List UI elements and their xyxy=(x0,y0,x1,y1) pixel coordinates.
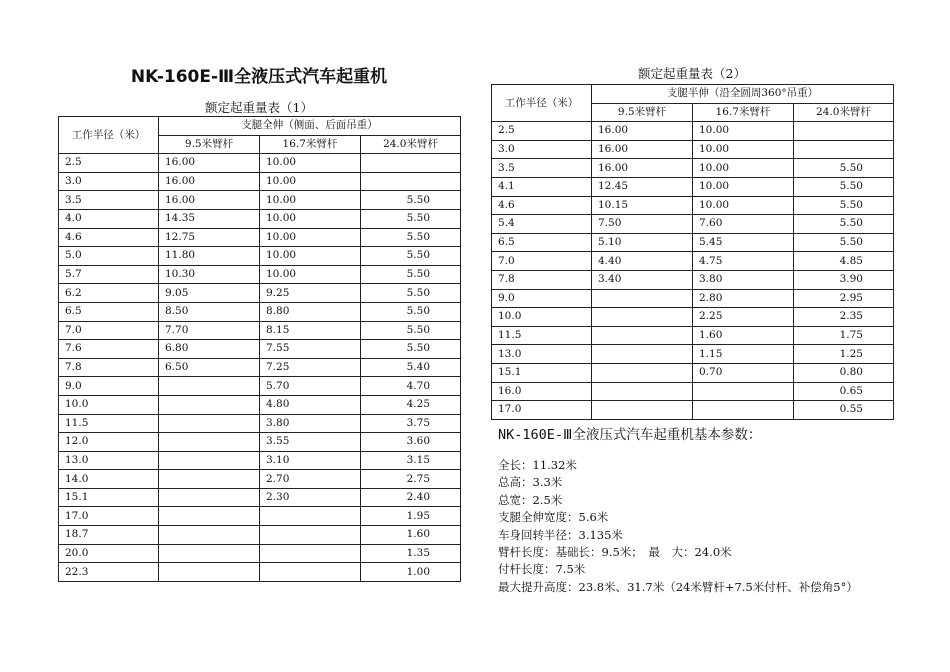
radius-cell: 11.5 xyxy=(59,414,159,433)
outrigger-group-header: 支腿全伸（侧面、后面吊重） xyxy=(159,117,461,136)
parameter-line: 付杆长度：7.5米 xyxy=(498,562,586,577)
capacity-cell: 9.05 xyxy=(159,284,260,303)
radius-cell: 15.1 xyxy=(492,363,592,382)
table-row xyxy=(59,563,461,582)
radius-cell: 6.2 xyxy=(59,284,159,303)
capacity-cell: 8.15 xyxy=(260,321,361,340)
radius-cell: 9.0 xyxy=(492,289,592,308)
capacity-cell: 3.40 xyxy=(592,270,693,289)
parameter-line: 臂杆长度：基础长：9.5米； 最 大：24.0米 xyxy=(498,545,732,560)
capacity-cell: 10.30 xyxy=(159,265,260,284)
boom-col-header: 24.0米臂杆 xyxy=(794,103,894,122)
capacity-cell xyxy=(159,526,260,545)
radius-cell: 10.0 xyxy=(492,308,592,327)
radius-cell: 5.4 xyxy=(492,215,592,234)
capacity-cell: 5.50 xyxy=(794,215,894,234)
capacity-cell: 1.35 xyxy=(361,544,461,563)
radius-header: 工作半径（米） xyxy=(59,117,159,154)
table-row xyxy=(492,177,894,196)
radius-header: 工作半径（米） xyxy=(492,85,592,122)
capacity-cell: 5.50 xyxy=(361,302,461,321)
table-row xyxy=(59,302,461,321)
capacity-cell: 2.30 xyxy=(260,488,361,507)
parameter-line: 全长：11.32米 xyxy=(498,458,577,472)
capacity-cell xyxy=(260,544,361,563)
capacity-cell: 7.55 xyxy=(260,340,361,359)
capacity-cell xyxy=(592,401,693,420)
capacity-cell: 7.25 xyxy=(260,358,361,377)
radius-cell: 3.5 xyxy=(492,159,592,178)
capacity-cell: 5.50 xyxy=(361,191,461,210)
radius-cell: 13.0 xyxy=(492,345,592,364)
table-row xyxy=(492,382,894,401)
table-row xyxy=(59,172,461,191)
capacity-cell: 10.00 xyxy=(260,172,361,191)
capacity-cell: 3.10 xyxy=(260,451,361,470)
capacity-cell: 8.50 xyxy=(159,302,260,321)
capacity-cell xyxy=(159,414,260,433)
capacity-cell xyxy=(794,140,894,159)
capacity-cell: 4.25 xyxy=(361,395,461,414)
table-row xyxy=(492,159,894,178)
capacity-cell: 3.90 xyxy=(794,270,894,289)
table-row xyxy=(59,265,461,284)
capacity-cell: 4.80 xyxy=(260,395,361,414)
table-row xyxy=(59,358,461,377)
boom-col-header: 16.7米臂杆 xyxy=(693,103,794,122)
capacity-cell: 1.95 xyxy=(361,507,461,526)
radius-cell: 3.5 xyxy=(59,191,159,210)
radius-cell: 12.0 xyxy=(59,433,159,452)
parameter-line: 车身回转半径：3.135米 xyxy=(498,527,623,542)
load-table-2 xyxy=(491,84,894,420)
capacity-cell: 6.50 xyxy=(159,358,260,377)
capacity-cell: 5.50 xyxy=(361,228,461,247)
table-row xyxy=(492,308,894,327)
capacity-cell: 2.70 xyxy=(260,470,361,489)
table-row xyxy=(59,228,461,247)
capacity-cell: 0.65 xyxy=(794,382,894,401)
capacity-cell xyxy=(159,377,260,396)
capacity-cell: 5.50 xyxy=(361,247,461,266)
table-row xyxy=(492,252,894,271)
capacity-cell xyxy=(260,507,361,526)
boom-col-header: 24.0米臂杆 xyxy=(361,135,461,154)
capacity-cell xyxy=(159,544,260,563)
parameter-line: 总宽：2.5米 xyxy=(498,492,563,507)
table-row xyxy=(59,470,461,489)
table-row xyxy=(492,140,894,159)
capacity-cell: 5.40 xyxy=(361,358,461,377)
radius-cell: 4.1 xyxy=(492,177,592,196)
capacity-cell: 4.85 xyxy=(794,252,894,271)
parameter-line: 最大提升高度：23.8米、31.7米（24米臂杆+7.5米付杆、补偿角5°） xyxy=(498,579,858,594)
radius-cell: 16.0 xyxy=(492,382,592,401)
capacity-cell xyxy=(159,507,260,526)
capacity-cell: 11.80 xyxy=(159,247,260,266)
load-table-1 xyxy=(58,116,461,582)
radius-cell: 9.0 xyxy=(59,377,159,396)
capacity-cell: 7.60 xyxy=(693,215,794,234)
capacity-cell: 3.60 xyxy=(361,433,461,452)
capacity-cell: 3.55 xyxy=(260,433,361,452)
capacity-cell xyxy=(592,363,693,382)
table1-body xyxy=(59,154,461,582)
table-row xyxy=(492,326,894,345)
capacity-cell: 1.60 xyxy=(361,526,461,545)
capacity-cell xyxy=(159,395,260,414)
radius-cell: 6.5 xyxy=(59,302,159,321)
capacity-cell: 5.45 xyxy=(693,233,794,252)
capacity-cell xyxy=(159,563,260,582)
radius-cell: 7.0 xyxy=(59,321,159,340)
capacity-cell xyxy=(361,172,461,191)
capacity-cell: 10.00 xyxy=(693,159,794,178)
radius-cell: 5.0 xyxy=(59,247,159,266)
basic-parameters xyxy=(498,423,938,596)
capacity-cell: 5.50 xyxy=(794,233,894,252)
radius-cell: 4.0 xyxy=(59,209,159,228)
capacity-cell xyxy=(592,289,693,308)
table-row xyxy=(59,433,461,452)
table-row xyxy=(59,209,461,228)
table-row xyxy=(59,284,461,303)
capacity-cell: 2.95 xyxy=(794,289,894,308)
capacity-cell: 5.50 xyxy=(794,159,894,178)
radius-cell: 7.8 xyxy=(59,358,159,377)
capacity-cell: 5.70 xyxy=(260,377,361,396)
capacity-cell: 16.00 xyxy=(159,154,260,173)
capacity-cell: 10.00 xyxy=(693,196,794,215)
radius-cell: 10.0 xyxy=(59,395,159,414)
capacity-cell: 10.00 xyxy=(693,122,794,141)
capacity-cell: 10.00 xyxy=(260,209,361,228)
radius-cell: 3.0 xyxy=(492,140,592,159)
radius-cell: 15.1 xyxy=(59,488,159,507)
table-row xyxy=(59,377,461,396)
radius-cell: 11.5 xyxy=(492,326,592,345)
radius-cell: 20.0 xyxy=(59,544,159,563)
table-row xyxy=(59,451,461,470)
capacity-cell xyxy=(693,382,794,401)
capacity-cell: 5.50 xyxy=(794,196,894,215)
radius-cell: 6.5 xyxy=(492,233,592,252)
capacity-cell: 2.25 xyxy=(693,308,794,327)
table-row xyxy=(492,401,894,420)
table-row xyxy=(59,526,461,545)
table-row xyxy=(59,321,461,340)
radius-cell: 7.6 xyxy=(59,340,159,359)
capacity-cell: 1.75 xyxy=(794,326,894,345)
parameters-list xyxy=(498,457,938,596)
table2-body xyxy=(492,122,894,420)
capacity-cell: 16.00 xyxy=(592,122,693,141)
capacity-cell: 5.50 xyxy=(361,340,461,359)
capacity-cell: 0.55 xyxy=(794,401,894,420)
capacity-cell: 10.15 xyxy=(592,196,693,215)
table-row xyxy=(492,270,894,289)
capacity-cell: 5.10 xyxy=(592,233,693,252)
capacity-cell: 2.75 xyxy=(361,470,461,489)
radius-cell: 2.5 xyxy=(492,122,592,141)
capacity-cell xyxy=(159,433,260,452)
capacity-cell: 2.40 xyxy=(361,488,461,507)
radius-cell: 14.0 xyxy=(59,470,159,489)
table-row xyxy=(59,340,461,359)
page-title: NK-160E-Ⅲ全液压式汽车起重机 xyxy=(130,67,388,87)
table-row xyxy=(59,247,461,266)
table-row xyxy=(492,289,894,308)
table1-caption: 额定起重量表（1） xyxy=(205,100,313,115)
capacity-cell xyxy=(159,451,260,470)
table-row xyxy=(59,191,461,210)
capacity-cell: 5.50 xyxy=(361,284,461,303)
capacity-cell: 16.00 xyxy=(159,191,260,210)
capacity-cell: 3.80 xyxy=(260,414,361,433)
capacity-cell: 12.75 xyxy=(159,228,260,247)
capacity-cell xyxy=(592,382,693,401)
table-row xyxy=(492,122,894,141)
capacity-cell: 9.25 xyxy=(260,284,361,303)
table-row xyxy=(59,544,461,563)
capacity-cell: 3.15 xyxy=(361,451,461,470)
capacity-cell: 7.70 xyxy=(159,321,260,340)
radius-cell: 5.7 xyxy=(59,265,159,284)
table-row xyxy=(492,215,894,234)
radius-cell: 7.0 xyxy=(492,252,592,271)
radius-cell: 4.6 xyxy=(492,196,592,215)
capacity-cell: 5.50 xyxy=(361,321,461,340)
capacity-cell xyxy=(159,470,260,489)
capacity-cell xyxy=(592,308,693,327)
boom-col-header: 9.5米臂杆 xyxy=(159,135,260,154)
capacity-cell: 3.80 xyxy=(693,270,794,289)
capacity-cell: 2.80 xyxy=(693,289,794,308)
table-row xyxy=(59,154,461,173)
capacity-cell xyxy=(260,563,361,582)
capacity-cell xyxy=(794,122,894,141)
capacity-cell: 0.80 xyxy=(794,363,894,382)
capacity-cell: 1.25 xyxy=(794,345,894,364)
capacity-cell: 7.50 xyxy=(592,215,693,234)
parameters-title: NK-160E-Ⅲ全液压式汽车起重机基本参数： xyxy=(498,427,762,443)
capacity-cell xyxy=(592,326,693,345)
capacity-cell xyxy=(159,488,260,507)
capacity-cell: 10.00 xyxy=(693,140,794,159)
capacity-cell: 5.50 xyxy=(361,265,461,284)
capacity-cell xyxy=(361,154,461,173)
capacity-cell: 1.15 xyxy=(693,345,794,364)
radius-cell: 3.0 xyxy=(59,172,159,191)
table-row xyxy=(492,363,894,382)
table-row xyxy=(492,233,894,252)
boom-col-header: 16.7米臂杆 xyxy=(260,135,361,154)
boom-col-header: 9.5米臂杆 xyxy=(592,103,693,122)
capacity-cell: 10.00 xyxy=(260,191,361,210)
capacity-cell: 8.80 xyxy=(260,302,361,321)
table-row xyxy=(492,196,894,215)
capacity-cell: 10.00 xyxy=(260,247,361,266)
capacity-cell: 10.00 xyxy=(260,265,361,284)
capacity-cell xyxy=(592,345,693,364)
capacity-cell: 2.35 xyxy=(794,308,894,327)
table-row xyxy=(59,414,461,433)
capacity-cell: 1.00 xyxy=(361,563,461,582)
capacity-cell: 14.35 xyxy=(159,209,260,228)
capacity-cell: 4.70 xyxy=(361,377,461,396)
radius-cell: 13.0 xyxy=(59,451,159,470)
radius-cell: 7.8 xyxy=(492,270,592,289)
radius-cell: 17.0 xyxy=(492,401,592,420)
radius-cell: 18.7 xyxy=(59,526,159,545)
radius-cell: 17.0 xyxy=(59,507,159,526)
radius-cell: 22.3 xyxy=(59,563,159,582)
parameter-line: 总高：3.3米 xyxy=(498,475,563,490)
radius-cell: 2.5 xyxy=(59,154,159,173)
table-row xyxy=(59,395,461,414)
radius-cell: 4.6 xyxy=(59,228,159,247)
capacity-cell: 10.00 xyxy=(260,154,361,173)
capacity-cell: 16.00 xyxy=(159,172,260,191)
capacity-cell xyxy=(260,526,361,545)
capacity-cell xyxy=(693,401,794,420)
capacity-cell: 4.75 xyxy=(693,252,794,271)
capacity-cell: 1.60 xyxy=(693,326,794,345)
capacity-cell: 3.75 xyxy=(361,414,461,433)
table-row xyxy=(59,488,461,507)
outrigger-group-header: 支腿半伸（沿全圆周360°吊重） xyxy=(592,85,894,104)
table-row xyxy=(59,507,461,526)
capacity-cell: 5.50 xyxy=(361,209,461,228)
capacity-cell: 12.45 xyxy=(592,177,693,196)
capacity-cell: 5.50 xyxy=(794,177,894,196)
capacity-cell: 16.00 xyxy=(592,140,693,159)
capacity-cell: 10.00 xyxy=(260,228,361,247)
table2-caption: 额定起重量表（2） xyxy=(638,66,746,81)
capacity-cell: 10.00 xyxy=(693,177,794,196)
capacity-cell: 16.00 xyxy=(592,159,693,178)
capacity-cell: 4.40 xyxy=(592,252,693,271)
parameter-line: 支腿全伸宽度：5.6米 xyxy=(498,510,609,525)
capacity-cell: 6.80 xyxy=(159,340,260,359)
table-row xyxy=(492,345,894,364)
capacity-cell: 0.70 xyxy=(693,363,794,382)
